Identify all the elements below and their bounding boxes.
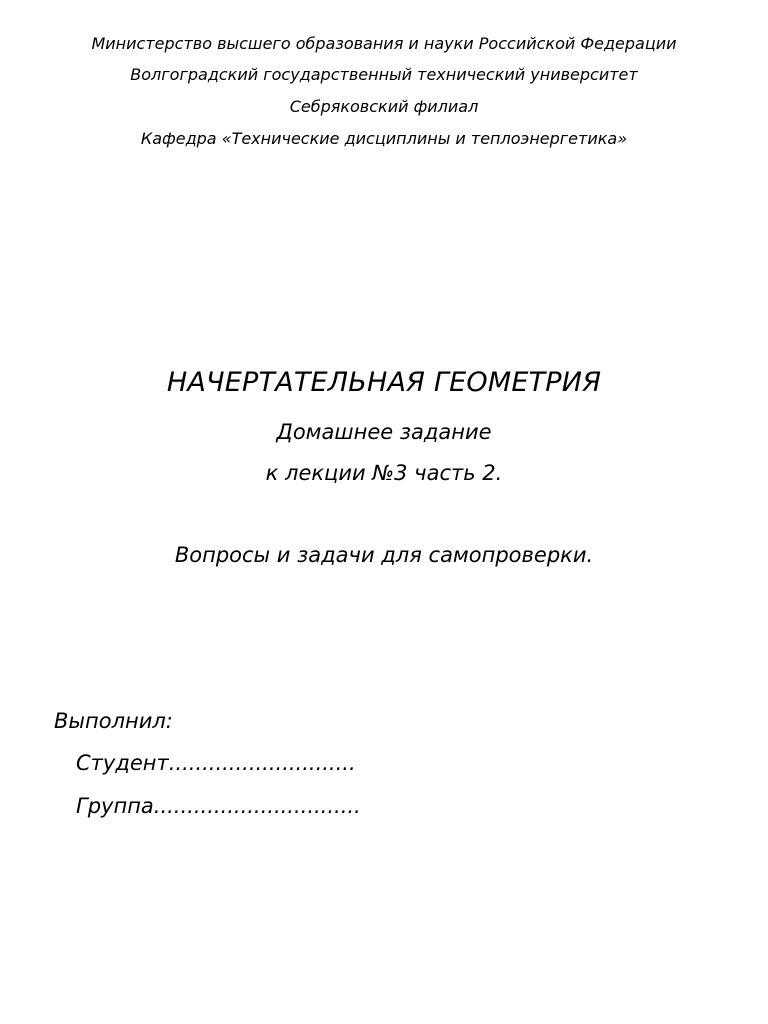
ministry-name: Министерство высшего образования и науки Российской Федерации xyxy=(91,34,677,53)
group-field: Группа............................... xyxy=(76,794,361,818)
homework-subtitle: Домашнее задание xyxy=(276,420,492,444)
student-field: Студент............................ xyxy=(76,751,356,775)
signature-block xyxy=(54,708,361,836)
performed-by-label: Выполнил: xyxy=(54,709,173,733)
questions-subtitle: Вопросы и задачи для самопроверки. xyxy=(174,543,594,567)
document-title: НАЧЕРТАТЕЛЬНАЯ ГЕОМЕТРИЯ xyxy=(166,367,602,398)
branch-name: Себряковский филиал xyxy=(289,97,479,116)
institution-header xyxy=(90,34,678,161)
university-name: Волгоградский государственный технический университет xyxy=(130,65,638,84)
lecture-subtitle: к лекции №3 часть 2. xyxy=(265,461,503,485)
department-name: Кафедра «Технические дисциплины и теплоэнергетика» xyxy=(140,129,628,148)
